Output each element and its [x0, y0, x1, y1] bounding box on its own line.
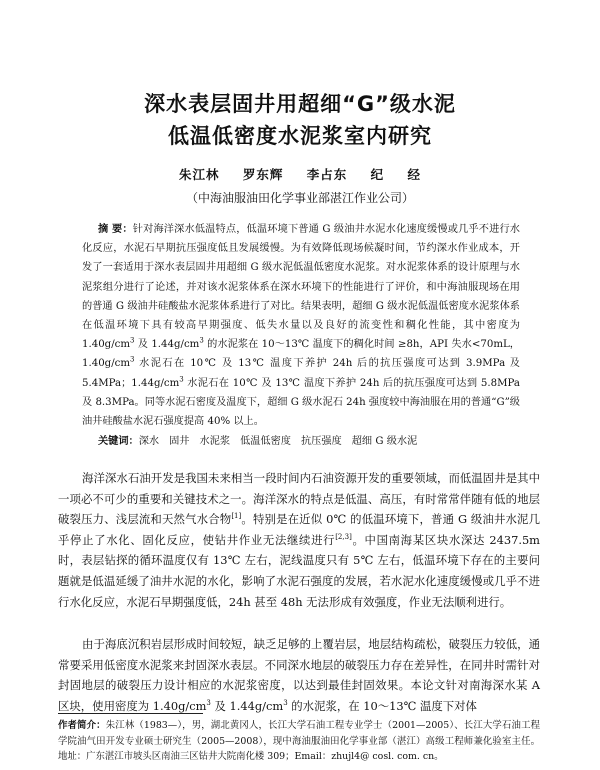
body-paragraph-2: [58, 634, 540, 716]
body-paragraph-1: [58, 468, 540, 612]
superscript: 3: [130, 336, 135, 345]
citation: [2,3]: [335, 532, 352, 541]
paper-title-line-1: 深水表层固井用超细“G”级水泥: [144, 92, 456, 116]
body-text: 及 1.44g/cm: [210, 698, 284, 713]
author-footnote: [58, 718, 540, 765]
superscript: 3: [179, 375, 184, 384]
body-text: 由于海底沉积岩层形成时间较短，缺乏足够的上覆岩层，地层结构疏松，破裂压力较低，通常要采用低密度水泥浆来封固深水表层。不同深水地层的破裂压力存在差异性，在同井时需针对封固地层的破裂压力设计相应的水泥浆密度，以达到最佳封固效果。本论文针对南海深水某 A 区块，使用密度为 1.40g/cm: [58, 637, 540, 713]
keywords-label: 关键词：: [98, 436, 139, 447]
footnote-divider: [58, 713, 203, 714]
superscript: 3: [206, 698, 211, 707]
superscript: 3: [130, 356, 135, 365]
footnote-text: 朱江林（1983—），男，湖北黄冈人，长江大学石油工程专业学士（2001—2005）、长江大学石油工程学院油气田开发专业硕士研究生（2005—2008），现中海油服油田化学事业部（湛江）高级工程师兼化验室主任。地址：广东湛江市坡头区南油三区钻井大院南化楼 309；Email：zhujl4@ cosl. com. cn。: [58, 720, 540, 762]
keyword: 固井: [169, 436, 190, 447]
abstract-text: 的水泥浆在 10～13℃ 温度下的稠化时间 ≥8h，API 失水<70mL，1.40g/cm: [82, 339, 520, 370]
abstract: [82, 220, 520, 431]
keyword: 深水: [138, 436, 160, 447]
body-text: 。特别是在近似 0℃ 的低温环境下，普通 G 级油井水泥几乎停止了水化、固化反应，使钻井作业无法继续进行: [58, 512, 540, 547]
affiliation: （中海油服油田化学事业部湛江作业公司）: [185, 191, 414, 205]
abstract-text: 水泥石在 10℃ 及 13℃ 温度下养护 24h 后的抗压强度可达到 3.9MPa 及 5.4MPa；1.44g/cm: [82, 358, 520, 389]
footnote-label: 作者简介：: [58, 720, 106, 731]
author-name: 经: [407, 167, 421, 182]
keyword: 超细 G 级水泥: [351, 436, 418, 447]
superscript: 3: [283, 698, 288, 707]
paper-title-line-2: 低温低密度水泥浆室内研究: [168, 124, 432, 148]
abstract-text: 水泥石在 10℃ 及 13℃ 温度下养护 24h 后的抗压强度可达到 5.8MPa 及 8.3MPa。同等水泥石密度及温度下，超细 G 级水泥石 24h 强度较中海油服在用的普通“G”级油井硅酸盐水泥石强度提高 40% 以上。: [82, 377, 520, 428]
keyword: 抗压强度: [301, 436, 342, 447]
body-text: 海洋深水石油开发是我国未来相当一段时间内石油资源开发的重要领域，而低温固井是其中一项必不可少的重要和关键技术之一。海洋深水的特点是低温、高压，有时常常伴随有低的地层破裂压力、浅层流和天然气水合物: [58, 471, 540, 527]
author-name: 李占东: [306, 167, 348, 182]
body-text: 的水泥浆，在 10～13℃ 温度下对体: [287, 698, 477, 713]
keyword: 低温低密度: [240, 436, 291, 447]
superscript: 3: [199, 336, 204, 345]
abstract-text: 针对海洋深水低温特点，低温环境下普通 G 级油井水泥水化速度缓慢或几乎不进行水化反应，水泥石早期抗压强度低且发展缓慢。为有效降低现场候凝时间，节约深水作业成本，开发了一套适用于深水表层固井用超细 G 级水泥低温低密度水泥浆。对水泥浆体系的设计原理与水泥浆组分进行了论述，并对该水泥浆体系在深水环境下的性能进行了评价，和中海油服现场在用的普通 G 级油井硅酸盐水泥浆体系进行了对比。结果表明，超细 G 级水泥低温低密度水泥浆体系在低温环境下具有较高早期强度、低失水量以及良好的流变性和稠化性能，其中密度为 1.40g/cm: [82, 224, 520, 351]
keyword: 水泥浆: [199, 436, 231, 447]
citation: [1]: [231, 512, 242, 521]
body-text: 。中国南海某区块水深达 2437.5m 时，表层钻探的循环温度仅有 13℃ 左右，泥线温度只有 5℃ 左右，低温环境下存在的主要问题就是低温延缓了油井水泥的水化，影响了水泥石强度的发展，若水泥水化速度缓慢或几乎不进行水化反应，水泥石早期强度低，24h 甚至 48h 无法形成有效强度，作业无法顺利进行。: [58, 532, 540, 609]
abstract-text: 及 1.44g/cm: [134, 339, 200, 351]
author-list: [0, 165, 600, 183]
keywords: [82, 432, 520, 447]
author-name: 朱江林: [178, 167, 220, 182]
abstract-label: 摘 要：: [98, 224, 133, 235]
author-name: 罗东辉: [242, 167, 284, 182]
author-name: 纪: [370, 167, 385, 182]
